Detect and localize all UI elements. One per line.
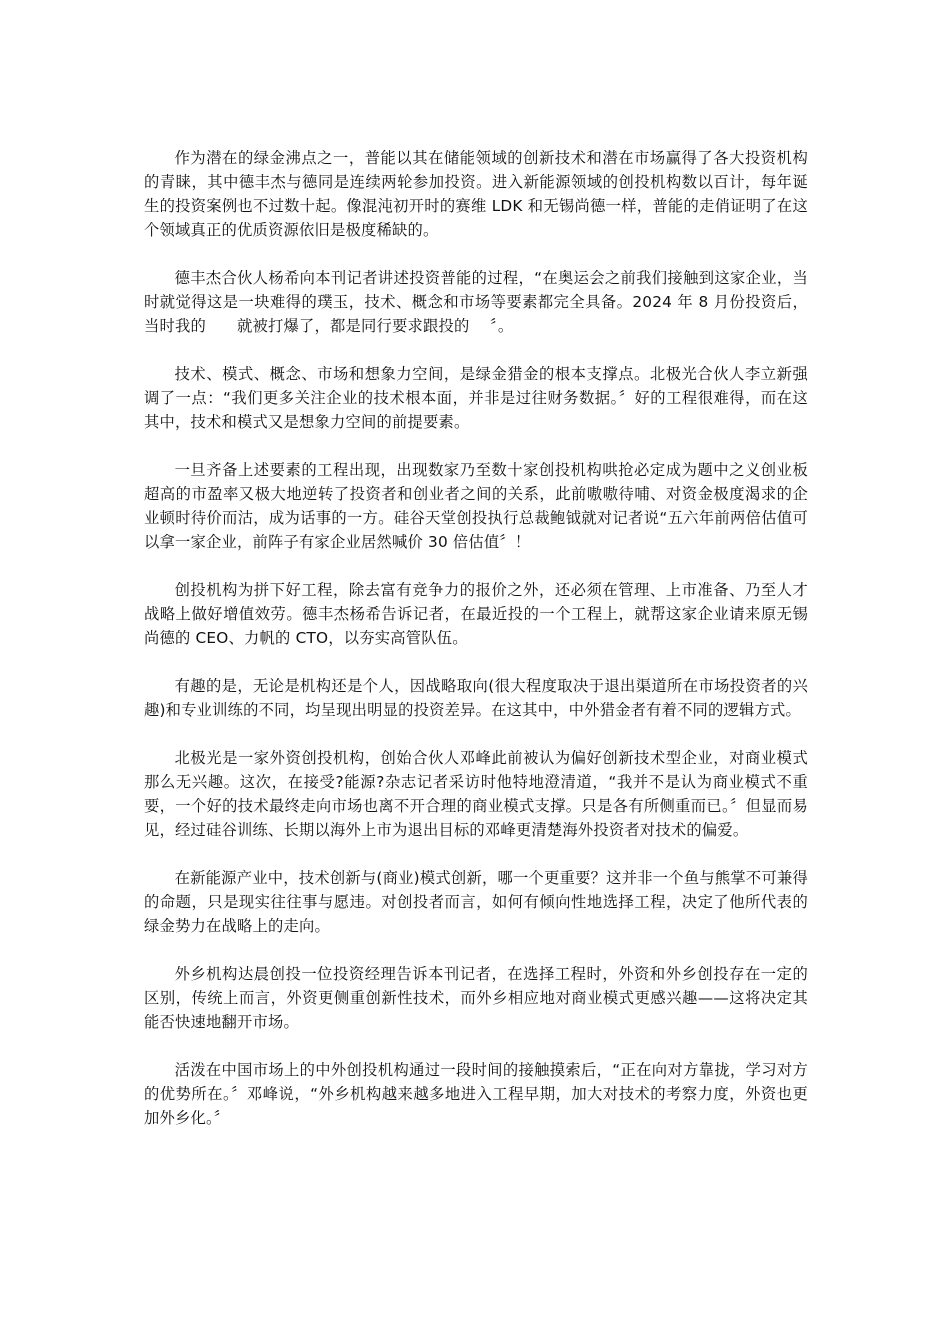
paragraph-10: 活泼在中国市场上的中外创投机构通过一段时间的接触摸索后，“正在向对方靠拢，学习对方的优势所在。〞邓峰说，“外乡机构越来越多地进入工程早期，加大对技术的考察力度，外资也更加外乡化。〞	[144, 1061, 808, 1127]
paragraph-6: 有趣的是，无论是机构还是个人，因战略取向(很大程度取决于退出渠道所在市场投资者的兴趣)和专业训练的不同，均呈现出明显的投资差异。在这其中，中外猎金者有着不同的逻辑方式。	[144, 677, 808, 719]
paragraph-4: 一旦齐备上述要素的工程出现，出现数家乃至数十家创投机构哄抢必定成为题中之义创业板超高的市盈率又极大地逆转了投资者和创业者之间的关系，此前嗷嗷待哺、对资金极度渴求的企业顿时待价而沽，成为话事的一方。硅谷天堂创投执行总裁鲍钺就对记者说“五六年前两倍估值可以拿一家企业，前阵子有家企业居然喊价 30 倍估值〞！	[144, 461, 808, 551]
article-body	[144, 146, 808, 1154]
paragraph-9: 外乡机构达晨创投一位投资经理告诉本刊记者，在选择工程时，外资和外乡创投存在一定的区别，传统上而言，外资更侧重创新性技术，而外乡相应地对商业模式更感兴趣——这将决定其能否快速地翻开市场。	[144, 965, 808, 1031]
paragraph-5: 创投机构为拼下好工程，除去富有竞争力的报价之外，还必须在管理、上市准备、乃至人才战略上做好增值效劳。德丰杰杨希告诉记者，在最近投的一个工程上，就帮这家企业请来原无锡尚德的 CEO、力帆的 CTO，以夯实高管队伍。	[144, 581, 808, 647]
paragraph-1: 作为潜在的绿金沸点之一，普能以其在储能领域的创新技术和潜在市场赢得了各大投资机构的青睐，其中德丰杰与德同是连续两轮参加投资。进入新能源领域的创投机构数以百计，每年诞生的投资案例也不过数十起。像混沌初开时的赛维 LDK 和无锡尚德一样，普能的走俏证明了在这个领域真正的优质资源依旧是极度稀缺的。	[144, 149, 808, 239]
paragraph-8: 在新能源产业中，技术创新与(商业)模式创新，哪一个更重要？这并非一个鱼与熊掌不可兼得的命题，只是现实往往事与愿违。对创投者而言，如何有倾向性地选择工程，决定了他所代表的绿金势力在战略上的走向。	[144, 869, 808, 935]
paragraph-3: 技术、模式、概念、市场和想象力空间，是绿金猎金的根本支撑点。北极光合伙人李立新强调了一点：“我们更多关注企业的技术根本面，并非是过往财务数据。〞好的工程很难得，而在这其中，技术和模式又是想象力空间的前提要素。	[144, 365, 808, 431]
paragraph-7: 北极光是一家外资创投机构，创始合伙人邓峰此前被认为偏好创新技术型企业，对商业模式那么无兴趣。这次，在接受?能源?杂志记者采访时他特地澄清道，“我并不是认为商业模式不重要，一个好的技术最终走向市场也离不开合理的商业模式支撑。只是各有所侧重而已。〞但显而易见，经过硅谷训练、长期以海外上市为退出目标的邓峰更清楚海外投资者对技术的偏爱。	[144, 749, 808, 839]
paragraph-2: 德丰杰合伙人杨希向本刊记者讲述投资普能的过程，“在奥运会之前我们接触到这家企业，当时就觉得这是一块难得的璞玉，技术、概念和市场等要素都完全具备。2024 年 8 月份投资后，当时我的 就被打爆了，都是同行要求跟投的 〞。	[144, 269, 808, 335]
